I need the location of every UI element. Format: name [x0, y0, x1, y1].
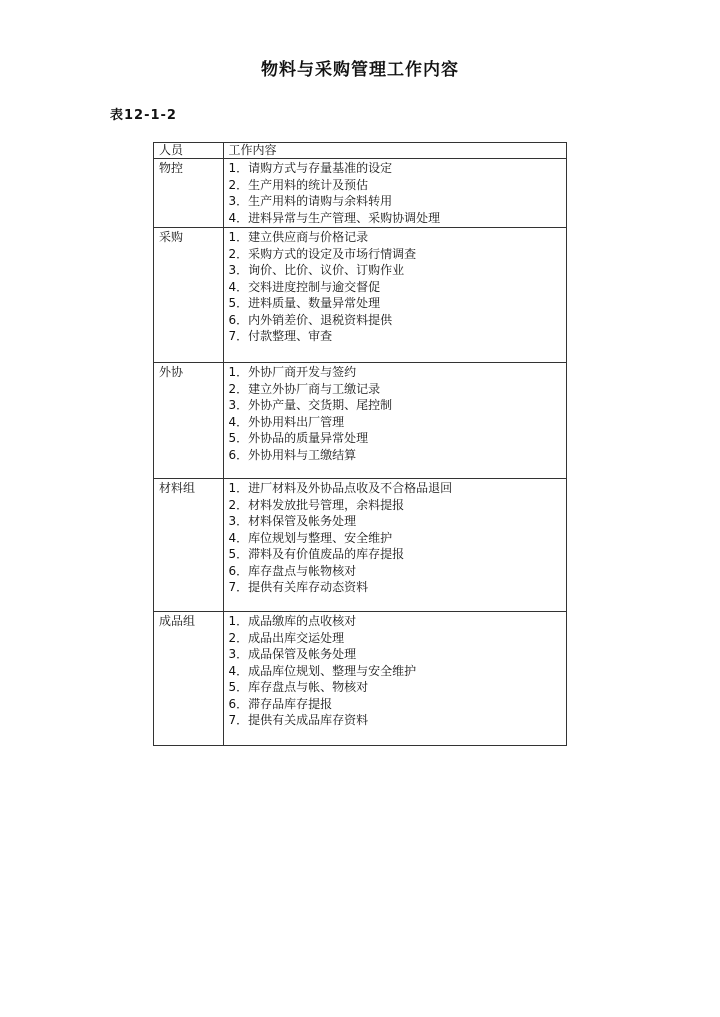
task-item: 5．外协品的质量异常处理: [228, 431, 369, 445]
task-item: 4．交料进度控制与逾交督促: [228, 279, 381, 294]
task-item: 1．成品缴库的点收核对: [228, 614, 357, 628]
table-row-outsourcing: [154, 363, 567, 479]
task-item: 5．进料质量、数量异常处理: [228, 296, 381, 310]
task-item: 2．材料发放批号管理，余料提报: [228, 497, 405, 512]
task-item: 5．库存盘点与帐、物核对: [228, 680, 369, 694]
role-cell: 采购: [154, 228, 224, 363]
task-item: 1．外协厂商开发与签约: [228, 365, 357, 379]
header-tasks: 工作内容: [223, 143, 566, 159]
header-role: 人员: [154, 143, 224, 159]
role-cell: 材料组: [154, 479, 224, 612]
task-item: 2．成品出库交运处理: [228, 630, 345, 645]
task-item: 3．材料保管及帐务处理: [228, 514, 357, 528]
task-item: 7．提供有关库存动态资料: [228, 580, 369, 594]
task-item: 3．生产用料的请购与余料转用: [228, 194, 393, 208]
task-item: 6．滞存品库存提报: [228, 696, 333, 711]
task-item: 3．外协产量、交货期、尾控制: [228, 398, 393, 412]
task-item: 6．库存盘点与帐物核对: [228, 563, 357, 578]
task-list: [229, 364, 561, 463]
table-row-finished-goods-group: [154, 612, 567, 746]
task-item: 2．采购方式的设定及市场行情调查: [228, 246, 417, 261]
task-item: 1．进厂材料及外协品点收及不合格品退回: [228, 481, 453, 495]
task-item: 1．建立供应商与价格记录: [228, 230, 369, 244]
table-row-purchasing: [154, 228, 567, 363]
task-list: [229, 160, 561, 226]
duty-table: [153, 142, 567, 746]
task-item: 4．外协用料出厂管理: [228, 414, 345, 429]
tasks-cell: [223, 228, 566, 363]
tasks-cell: [223, 363, 566, 479]
task-item: 4．库位规划与整理、安全维护: [228, 530, 393, 545]
task-item: 2．建立外协厂商与工缴记录: [228, 381, 381, 396]
tasks-cell: [223, 612, 566, 746]
task-item: 4．进料异常与生产管理、采购协调处理: [228, 210, 441, 225]
task-item: 2．生产用料的统计及预估: [228, 177, 369, 192]
task-list: [229, 480, 561, 596]
task-item: 4．成品库位规划、整理与安全维护: [228, 663, 417, 678]
task-item: 3．成品保管及帐务处理: [228, 647, 357, 661]
task-item: 5．滞料及有价值废品的库存提报: [228, 547, 405, 561]
task-item: 6．内外销差价、退税资料提供: [228, 312, 393, 327]
task-list: [229, 229, 561, 345]
tasks-cell: [223, 159, 566, 228]
tasks-cell: [223, 479, 566, 612]
task-list: [229, 613, 561, 729]
role-cell: 物控: [154, 159, 224, 228]
task-item: 7．提供有关成品库存资料: [228, 713, 369, 727]
table-header-row: [154, 143, 567, 159]
document-title: 物料与采购管理工作内容: [261, 60, 459, 80]
task-item: 6．外协用料与工缴结算: [228, 447, 357, 462]
task-item: 1．请购方式与存量基准的设定: [228, 161, 393, 175]
task-item: 3．询价、比价、议价、订购作业: [228, 263, 405, 277]
role-cell: 外协: [154, 363, 224, 479]
task-item: 7．付款整理、审查: [228, 329, 333, 343]
table-row-materials-group: [154, 479, 567, 612]
table-row-material-control: [154, 159, 567, 228]
role-cell: 成品组: [154, 612, 224, 746]
table-caption: 表12-1-2: [110, 108, 177, 123]
